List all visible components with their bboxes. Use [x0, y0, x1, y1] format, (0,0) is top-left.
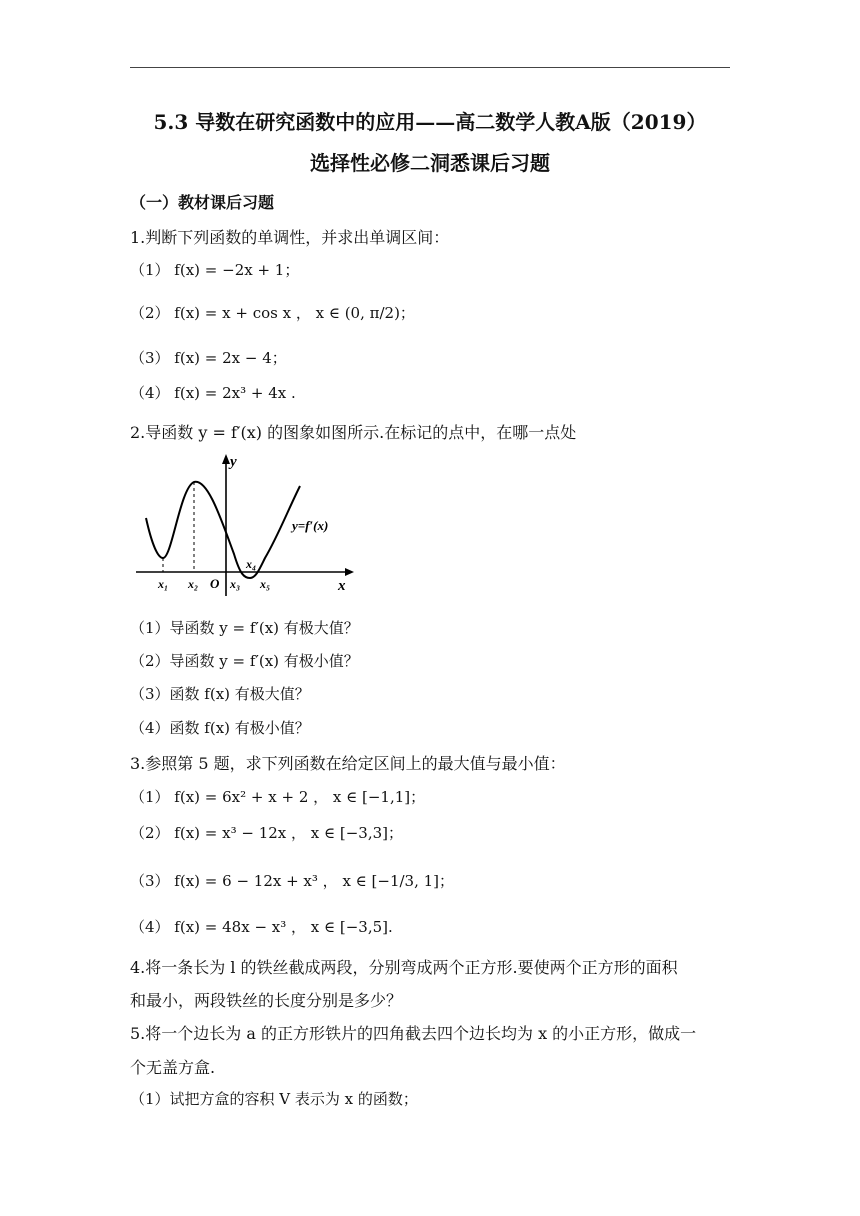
question-2-stem: 2.导函数 y = f′(x) 的图象如图所示.在标记的点中，在哪一点处 [130, 423, 577, 442]
question-3-item-4: （4） f(x) = 48x − x³ ， x ∈ [−3,5]. [130, 918, 393, 936]
document-title: 5.3 导数在研究函数中的应用——高二数学人教A版（2019） [153, 110, 707, 134]
question-2-item-1: （1）导函数 y = f′(x) 有极大值？ [130, 619, 359, 637]
label-x2: x₂ [188, 577, 199, 591]
label-x5: x₅ [260, 577, 271, 591]
question-5-line-1: 5.将一个边长为 a 的正方形铁片的四角截去四个边长均为 x 的小正方形，做成一 [130, 1024, 697, 1043]
question-5-item-1: （1）试把方盒的容积 V 表示为 x 的函数； [130, 1090, 418, 1108]
question-2-item-3: （3）函数 f(x) 有极大值？ [130, 685, 310, 703]
question-1-item-1: （1） f(x) = −2x + 1； [130, 261, 300, 279]
label-x3: x₃ [230, 577, 241, 591]
question-1-stem: 1.判断下列函数的单调性，并求出单调区间： [130, 228, 450, 247]
question-1-item-3: （3） f(x) = 2x − 4； [130, 349, 287, 367]
question-4-line-2: 和最小，两段铁丝的长度分别是多少？ [130, 991, 403, 1010]
section-heading: （一）教材课后习题 [130, 193, 275, 212]
question-4-line-1: 4.将一条长为 l 的铁丝截成两段，分别弯成两个正方形.要使两个正方形的面积 [130, 958, 678, 977]
x-axis-arrow [345, 568, 354, 576]
question-3-item-1: （1） f(x) = 6x² + x + 2 ， x ∈ [−1,1]； [130, 788, 426, 806]
question-3-item-2: （2） f(x) = x³ − 12x ， x ∈ [−3,3]； [130, 824, 404, 842]
x-axis-label: x [338, 578, 346, 594]
question-3-stem: 3.参照第 5 题，求下列函数在给定区间上的最大值与最小值： [130, 754, 566, 773]
derivative-graph [130, 450, 362, 598]
label-x4: x₄ [246, 557, 257, 571]
question-2-item-2: （2）导函数 y = f′(x) 有极小值？ [130, 652, 359, 670]
question-2-item-4: （4）函数 f(x) 有极小值？ [130, 719, 310, 737]
y-axis-arrow [222, 454, 230, 464]
header-rule [130, 67, 730, 68]
label-x1: x₁ [158, 577, 169, 591]
question-1-item-4: （4） f(x) = 2x³ + 4x . [130, 384, 296, 402]
curve-label: y=f′(x) [292, 518, 329, 533]
y-axis-label: y [230, 454, 237, 470]
derivative-curve [146, 482, 300, 578]
document-subtitle: 选择性必修二洞悉课后习题 [310, 151, 550, 175]
label-origin: O [210, 576, 220, 591]
question-3-item-3: （3） f(x) = 6 − 12x + x³ ， x ∈ [−1/3, 1]； [130, 872, 455, 890]
question-1-item-2: （2） f(x) = x + cos x ， x ∈ (0, π/2)； [130, 304, 415, 322]
question-5-line-2: 个无盖方盒. [130, 1058, 216, 1077]
